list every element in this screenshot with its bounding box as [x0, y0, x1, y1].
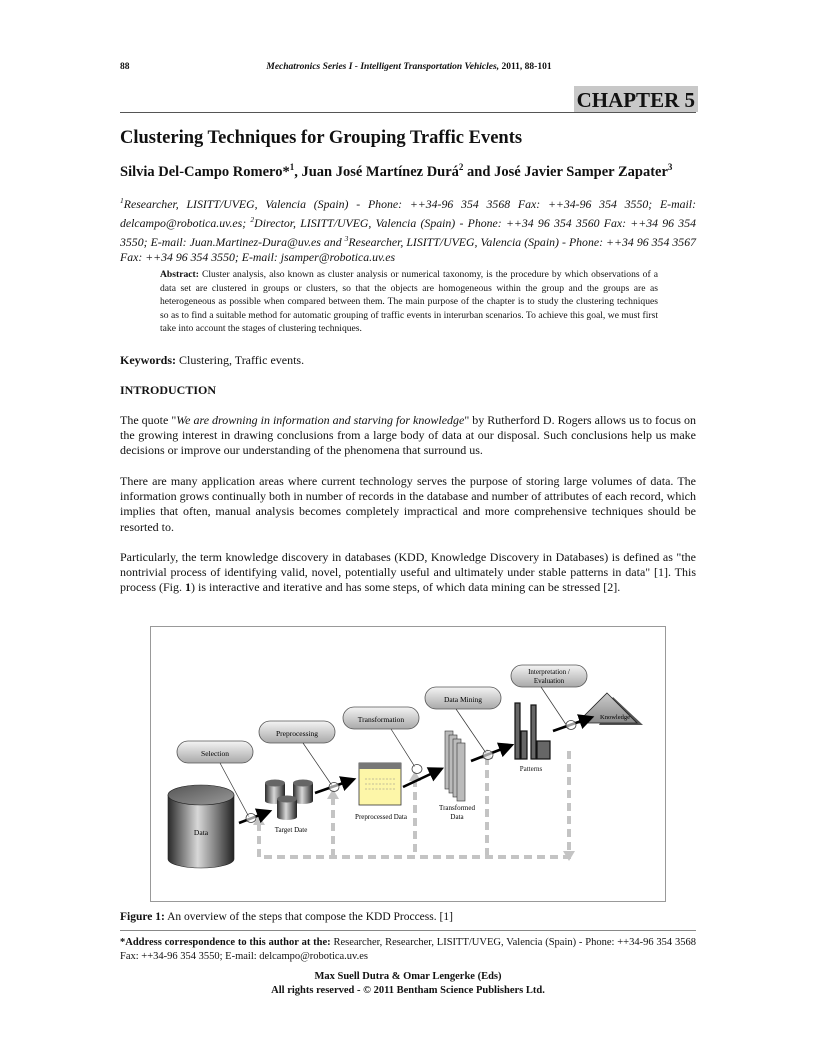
node-label: Preprocessed Data [355, 813, 407, 821]
caption-text: An overview of the steps that compose the KDD Proccess. [1] [164, 911, 453, 923]
target-data-icon [265, 780, 313, 835]
author-list [120, 162, 672, 181]
step-interpretation-evaluation [511, 665, 587, 729]
kdd-diagram [151, 627, 665, 901]
author-name: José Javier Samper Zapater [494, 163, 668, 180]
arrow-icon [403, 771, 437, 787]
kdd-figure [150, 626, 666, 902]
step-label: Evaluation [533, 677, 565, 685]
node-label: Target Date [274, 826, 308, 834]
paragraph [120, 550, 696, 596]
keywords [120, 353, 304, 368]
step-label: Preprocessing [275, 729, 319, 738]
header-rule [120, 112, 696, 113]
step-preprocessing [259, 721, 335, 787]
keywords-text: Clustering, Traffic events. [176, 353, 305, 367]
step-label: Interpretation / [528, 668, 570, 676]
footnote-label: *Address correspondence to this author at the: [120, 937, 331, 948]
connector-circle [412, 765, 422, 774]
quote-text: We are drowning in information and starving for knowledge [176, 413, 465, 427]
node-label: Transformed [439, 804, 475, 812]
footnote-text: Researcher, Researcher, LISITT/UVEG, Valencia (Spain) - Phone: ++34-96 354 3568 Fax: ++34-96 354 3550; E-mail: delcampo@robotica.uv.es [120, 937, 696, 962]
affiliations [120, 193, 696, 266]
footnote-rule [120, 930, 696, 931]
connector-circle [246, 814, 256, 823]
page-number: 88 [120, 62, 130, 72]
node-label: Patterns [519, 765, 543, 773]
node-label: Data [193, 828, 209, 837]
footer-editors: Max Suell Dutra & Omar Lengerke (Eds) [314, 971, 502, 982]
step-label: Selection [201, 749, 229, 758]
paragraph-text: ) is interactive and iterative and has some steps, of which data mining can be stressed [2]. [191, 580, 621, 595]
connector-circle [483, 751, 493, 760]
affil-sup: 1 [120, 196, 124, 205]
paragraph [120, 413, 696, 459]
step-label: Data Mining [443, 695, 483, 704]
node-label: Data [450, 813, 464, 821]
paragraph-text: " by Rutherford D. Rogers allows us to focus on the growing interest in drawing conclusions from a large body of data at our disposal. Such conclusions help us make decisions or improve our understanding of the phenomena that surround us. [120, 413, 696, 458]
article-title: Clustering Techniques for Grouping Traffic Events [120, 128, 523, 148]
affiliation-2: Director, LISITT/UVEG, Valencia (Spain) - Phone: ++34 96 354 3560 Fax: ++34 96 354 3550; E-mail: Juan.Martinez-Dura@uv.es and [120, 216, 696, 250]
step-label: Transformation [357, 715, 405, 724]
journal-title: Mechatronics Series I - Intelligent Transportation Vehicles, [266, 62, 500, 72]
author-sup: 1 [289, 162, 295, 172]
paragraph-text: The quote " [120, 413, 177, 427]
abstract [160, 268, 658, 336]
figure-reference[interactable]: 1 [185, 580, 191, 595]
footer-rights: All rights reserved - © 2011 Bentham Science Publishers Ltd. [271, 984, 545, 996]
author-sup: 3 [667, 162, 673, 172]
section-heading: INTRODUCTION [120, 383, 217, 397]
affil-sup: 2 [250, 215, 255, 225]
journal-citation [120, 62, 698, 72]
author-name: Silvia Del-Campo Romero* [120, 163, 290, 180]
page-footer [120, 970, 696, 997]
caption-label: Figure 1: [120, 911, 165, 923]
preprocessed-data-icon [355, 763, 408, 821]
affiliation-1: Researcher, LISITT/UVEG, Valencia (Spain) - Phone: ++34-96 354 3568 Fax: ++34-96 354 3550; E-mail: delcampo@robotica.uv.es; [120, 196, 696, 231]
abstract-label: Abstract: [160, 269, 199, 280]
affil-sup: 3 [344, 234, 349, 244]
transformed-data-icon [439, 731, 475, 821]
connector-circle [329, 783, 339, 792]
figure-caption [120, 911, 453, 923]
paragraph: There are many application areas where current technology serves the purpose of storing large volumes of data. The information grows continually both in number of records in the database and number of attributes of each record, which implies that often, manual analysis becomes completely impractical and more comprehensive techniques should be resorted to. [120, 474, 696, 534]
connector-circle [566, 721, 576, 730]
patterns-icon [515, 703, 550, 773]
author-separator: and [463, 163, 495, 180]
author-name: Juan José Martínez Durá [301, 163, 459, 180]
abstract-text: Cluster analysis, also known as cluster analysis or numerical taxonomy, is the procedure by which observations of a data set are clustered in groups or clusters, so that the objects are homogeneous within the group and the groups are as heterogeneous as possible when compared between them. The main purpose of the chapter is to study the clustering techniques so as to find a suitable method for automatic grouping of traffic events in interurban scenarios. To achieve this goal, we must first take into account the stages of clustering techniques. [160, 269, 658, 335]
author-sup: 2 [458, 162, 464, 172]
node-label: Knowledge [600, 714, 630, 721]
journal-year-pages: 2011, 88-101 [499, 62, 552, 72]
step-transformation [343, 707, 419, 767]
data-cylinder-icon [168, 785, 234, 868]
keywords-label: Keywords: [120, 353, 176, 367]
footnote [120, 936, 696, 963]
affiliation-3: Researcher, LISITT/UVEG, Valencia (Spain) - Phone: ++34 96 354 3567 Fax: ++34 96 354 3550; E-mail: jsamper@robotica.uv.es [120, 235, 696, 265]
chapter-label: CHAPTER 5 [574, 86, 698, 112]
author-separator: , [294, 163, 302, 180]
paragraph-text: Particularly, the term knowledge discovery in databases (KDD, Knowledge Discovery in Databases) is defined as "the nontrivial process of identifying valid, novel, potentially useful and ultimately under stable patterns in data" [1]. This process (Fig. [120, 550, 696, 595]
